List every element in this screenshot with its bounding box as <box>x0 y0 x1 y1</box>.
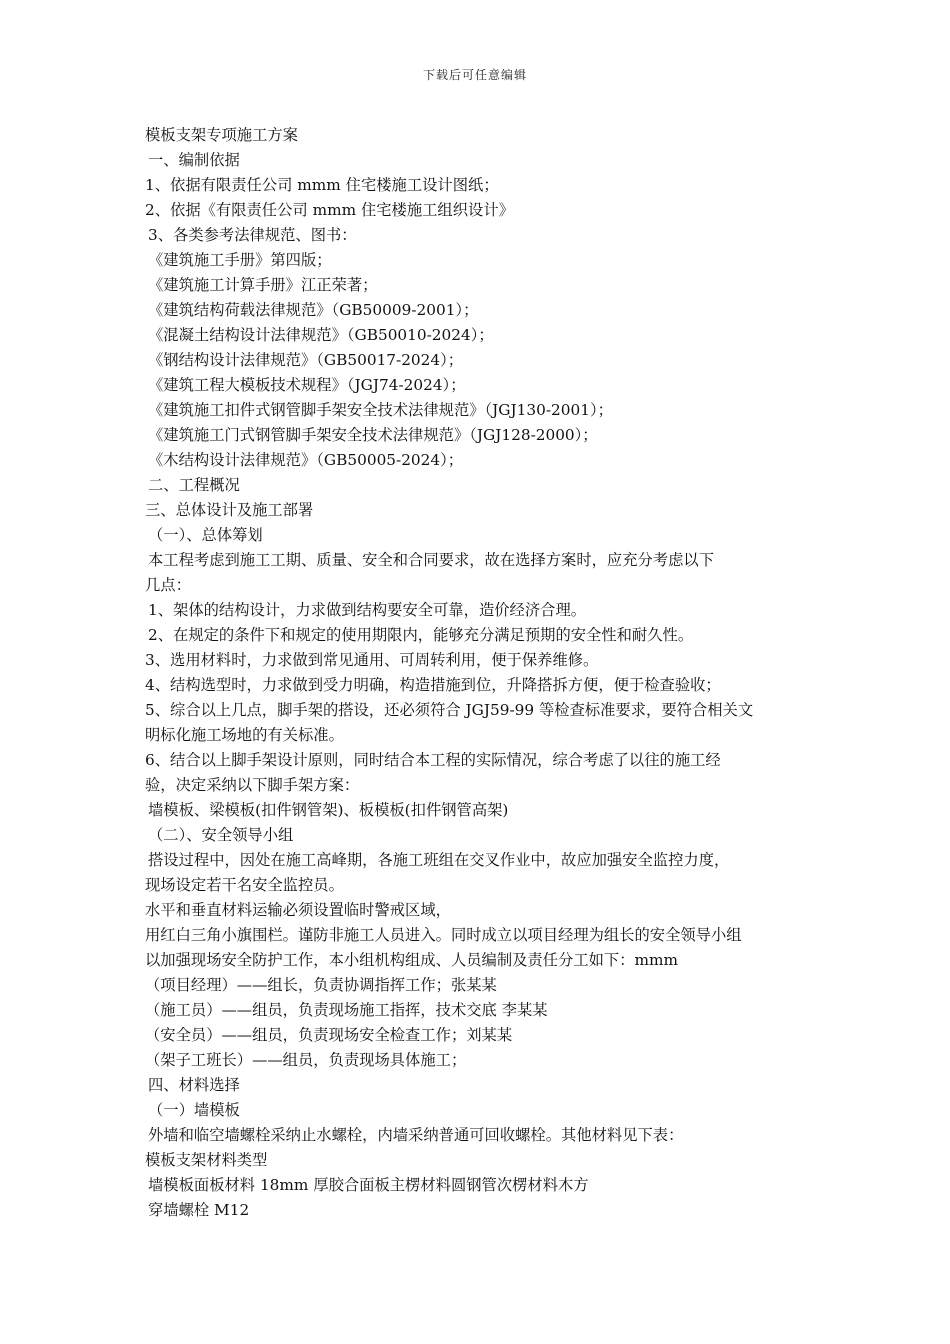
text-line: 三、总体设计及施工部署 <box>145 501 314 519</box>
text-line: 四、材料选择 <box>148 1076 240 1094</box>
text-line: （安全员）——组员，负责现场安全检查工作；刘某某 <box>145 1026 513 1044</box>
text-line: 3、各类参考法律规范、图书： <box>148 226 357 244</box>
text-line: 《建筑施工扣件式钢管脚手架安全技术法律规范》（JGJ130-2001）； <box>148 401 613 419</box>
text-line: 2、依据《有限责任公司 mmm 住宅楼施工组织设计》 <box>145 201 514 219</box>
text-line: 一、编制依据 <box>148 151 240 169</box>
text-line: 5、综合以上几点，脚手架的搭设，还必须符合 JGJ59-99 等检查标准要求，要符合相关文 <box>145 701 754 719</box>
page-header: 下载后可任意编辑 <box>422 68 527 82</box>
text-line: 3、选用材料时，力求做到常见通用、可周转利用，便于保养维修。 <box>145 651 599 669</box>
text-line: 《混凝土结构设计法律规范》（GB50010-2024）； <box>148 326 494 344</box>
text-line: 墙模板面板材料 18mm 厚胶合面板主楞材料圆钢管次楞材料木方 <box>148 1176 589 1194</box>
text-line: 6、结合以上脚手架设计原则，同时结合本工程的实际情况，综合考虑了以往的施工经 <box>145 751 721 769</box>
document-body <box>145 123 825 1223</box>
text-line: 外墙和临空墙螺栓采纳止水螺栓，内墙采纳普通可回收螺栓。其他材料见下表： <box>148 1126 684 1144</box>
text-line: 《木结构设计法律规范》（GB50005-2024）； <box>148 451 464 469</box>
text-line: 穿墙螺栓 M12 <box>148 1201 250 1219</box>
text-line: 明标化施工场地的有关标准。 <box>145 726 344 744</box>
text-line: 模板支架专项施工方案 <box>145 126 298 144</box>
text-line: （一）墙模板 <box>148 1101 240 1119</box>
text-line: 以加强现场安全防护工作，本小组机构组成、人员编制及责任分工如下：mmm <box>145 951 679 969</box>
text-line: 模板支架材料类型 <box>145 1151 268 1169</box>
text-line: 4、结构选型时，力求做到受力明确，构造措施到位，升降搭拆方便，便于检查验收； <box>145 676 721 694</box>
text-line: 1、依据有限责任公司 mmm 住宅楼施工设计图纸； <box>145 176 499 194</box>
text-line: 1、架体的结构设计，力求做到结构要安全可靠，造价经济合理。 <box>148 601 587 619</box>
text-line: （一）、总体筹划 <box>148 526 263 544</box>
text-line: 现场设定若干名安全监控员。 <box>145 876 344 894</box>
text-line: 《建筑施工门式钢管脚手架安全技术法律规范》（JGJ128-2000）； <box>148 426 598 444</box>
text-line: 验，决定采纳以下脚手架方案： <box>145 776 360 794</box>
text-line: 《建筑施工计算手册》江正荣著； <box>148 276 378 294</box>
text-line: 《建筑施工手册》第四版； <box>148 251 332 269</box>
text-line: （施工员）——组员，负责现场施工指挥，技术交底 李某某 <box>145 1001 548 1019</box>
text-line: （架子工班长）——组员，负责现场具体施工； <box>145 1051 467 1069</box>
text-line: 本工程考虑到施工工期、质量、安全和合同要求，故在选择方案时，应充分考虑以下 <box>148 551 714 569</box>
text-line: 《钢结构设计法律规范》（GB50017-2024）； <box>148 351 464 369</box>
text-line: （项目经理）——组长，负责协调指挥工作；张某某 <box>145 976 497 994</box>
text-line: （二）、安全领导小组 <box>148 826 294 844</box>
text-line: 《建筑工程大模板技术规程》（JGJ74-2024）； <box>148 376 466 394</box>
text-line: 几点： <box>145 576 191 594</box>
text-line: 搭设过程中，因处在施工高峰期，各施工班组在交叉作业中，故应加强安全监控力度， <box>148 851 730 869</box>
text-line: 用红白三角小旗围栏。谨防非施工人员进入。同时成立以项目经理为组长的安全领导小组 <box>145 926 742 944</box>
text-line: 2、在规定的条件下和规定的使用期限内，能够充分满足预期的安全性和耐久性。 <box>148 626 694 644</box>
text-line: 水平和垂直材料运输必须设置临时警戒区域， <box>145 901 451 919</box>
text-line: 《建筑结构荷载法律规范》（GB50009-2001）； <box>148 301 479 319</box>
text-line: 墙模板、梁模板(扣件钢管架)、板模板(扣件钢管高架) <box>148 801 509 819</box>
text-line: 二、工程概况 <box>148 476 240 494</box>
